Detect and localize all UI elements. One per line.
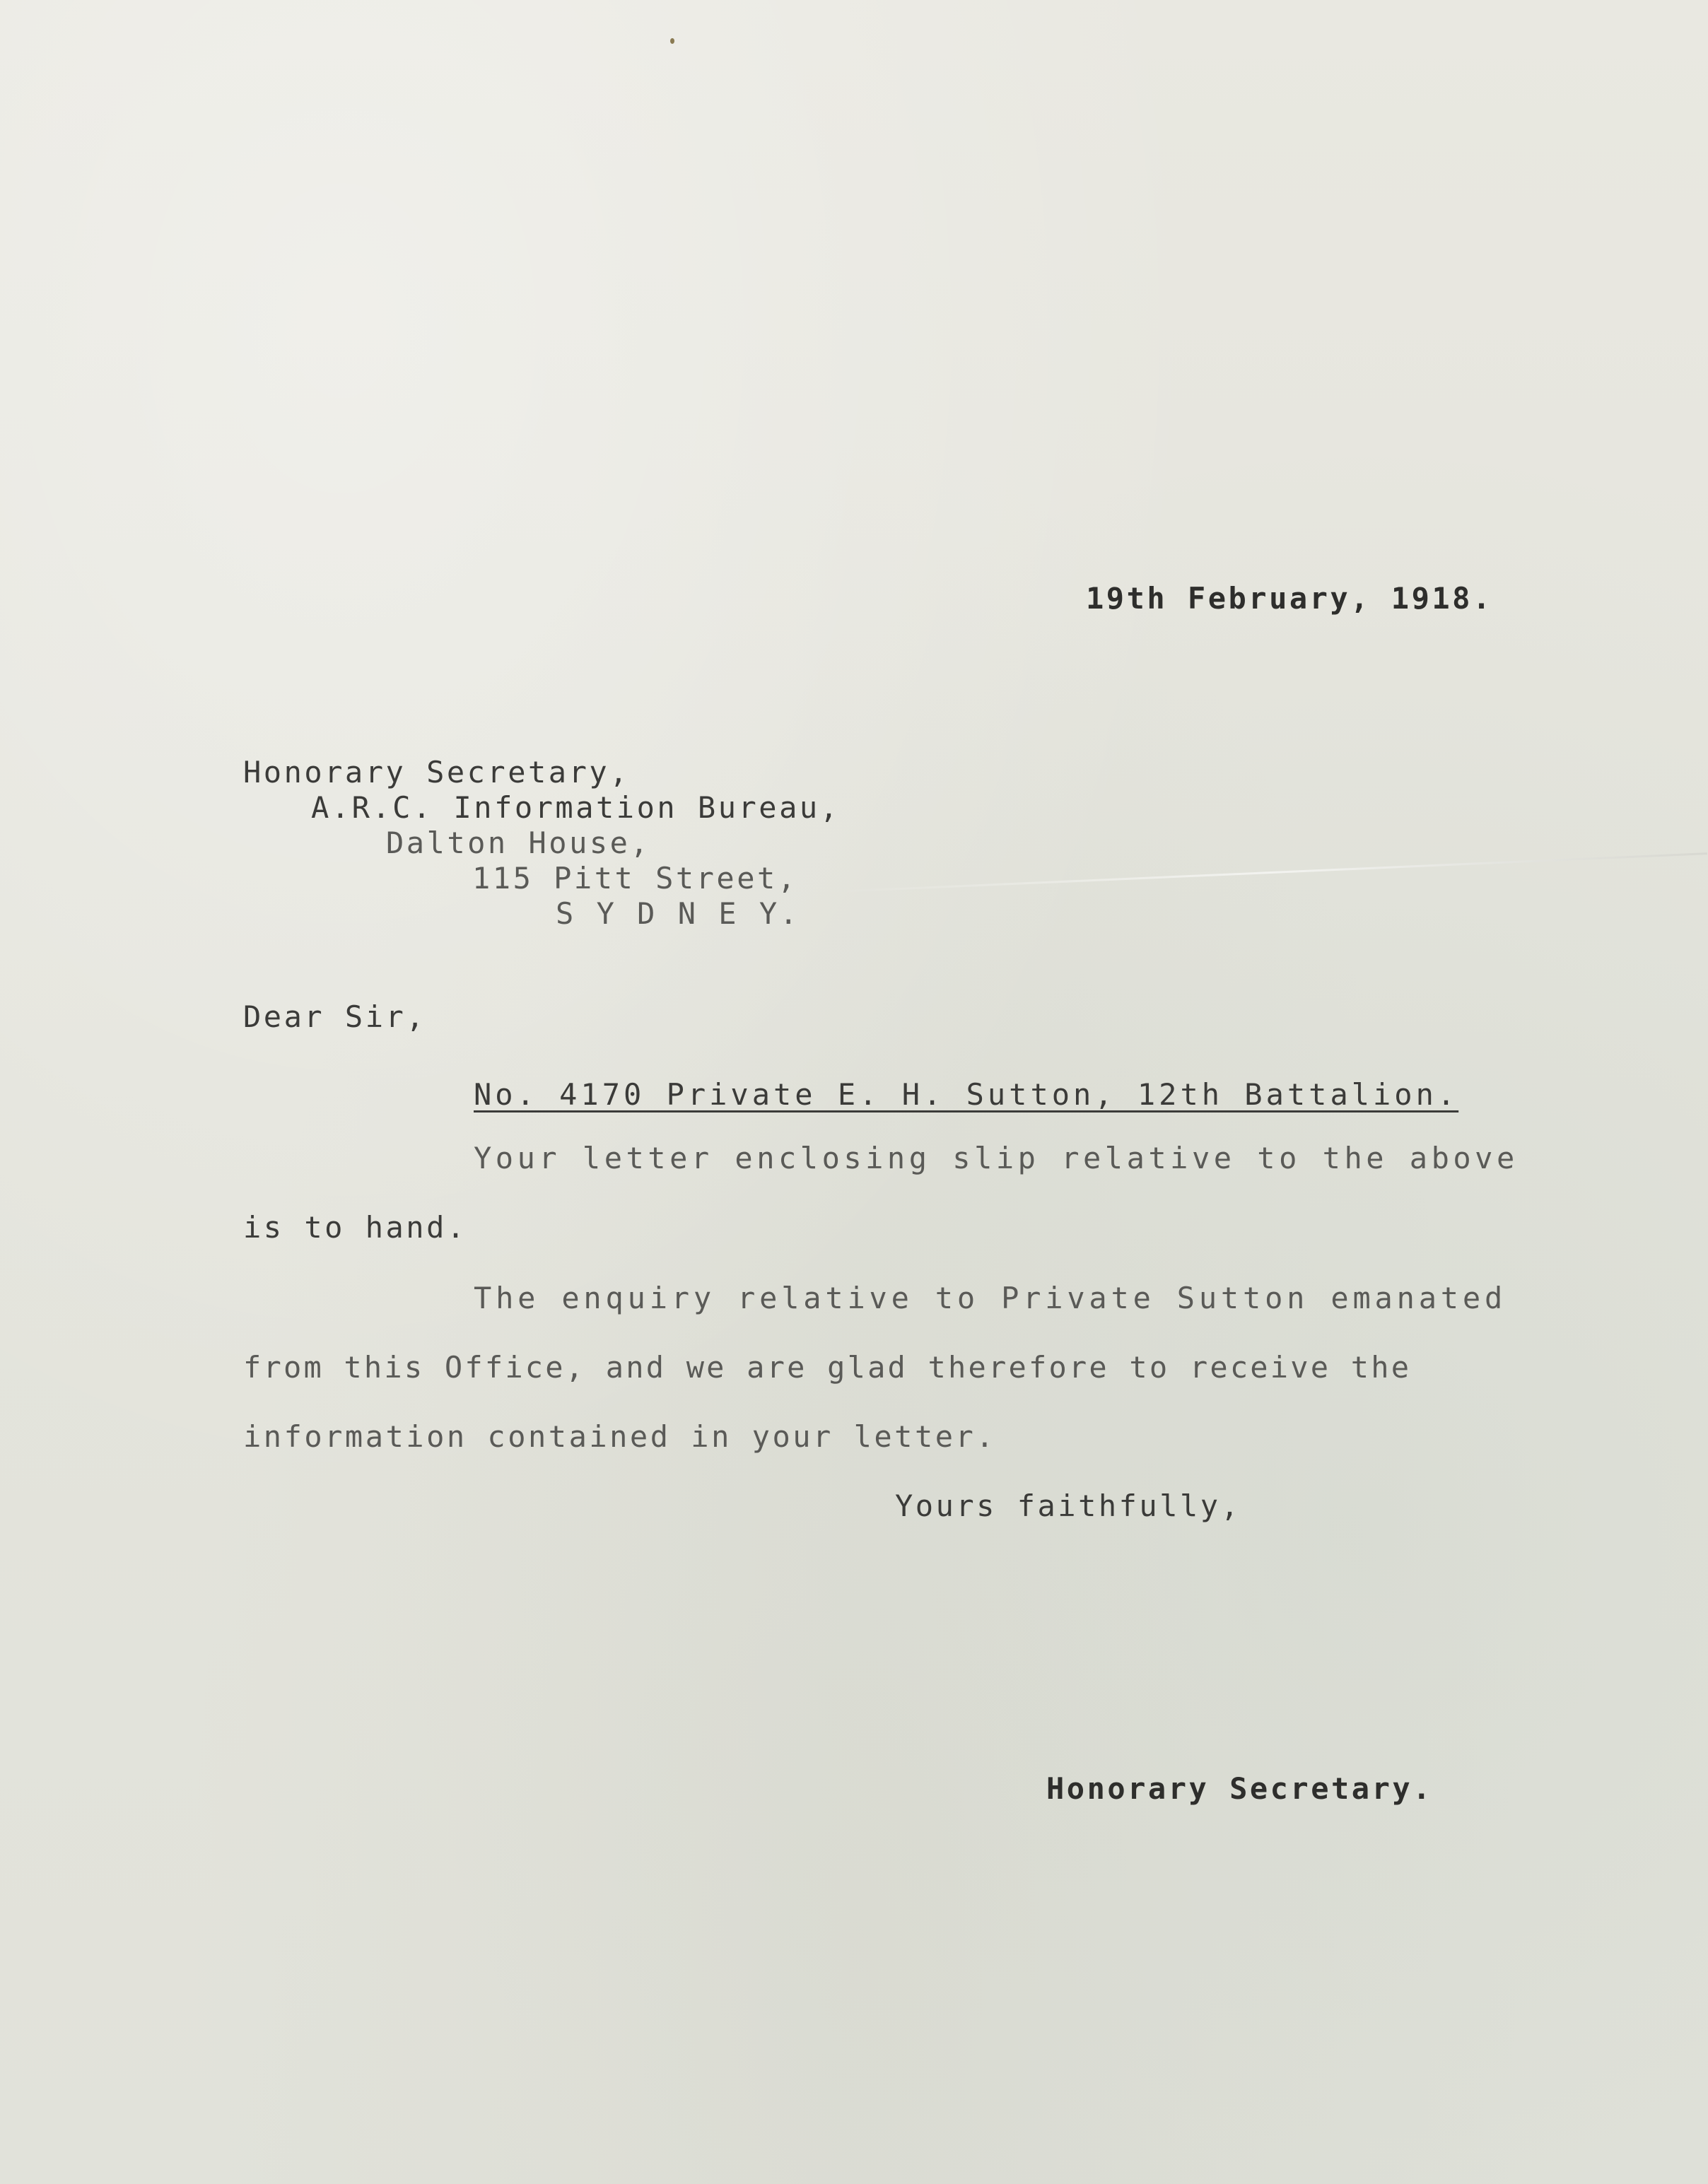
body-line-5: information contained in your letter.: [243, 1419, 997, 1454]
address-line-5: S Y D N E Y.: [556, 896, 800, 931]
paper-fold-crease: [834, 852, 1707, 893]
letter-date: 19th February, 1918.: [1086, 581, 1493, 616]
body-line-1: Your letter enclosing slip relative to the above: [474, 1141, 1519, 1175]
address-line-3: Dalton House,: [386, 826, 651, 860]
signature-title: Honorary Secretary.: [1046, 1771, 1433, 1806]
subject-line: No. 4170 Private E. H. Sutton, 12th Battalion.: [474, 1077, 1459, 1112]
address-line-4: 115 Pitt Street,: [472, 861, 798, 896]
paper-speck: [670, 38, 674, 44]
salutation: Dear Sir,: [243, 999, 427, 1034]
body-line-4: from this Office, and we are glad therefore to receive the: [243, 1350, 1412, 1385]
closing: Yours faithfully,: [895, 1489, 1241, 1523]
body-line-3: The enquiry relative to Private Sutton emanated: [474, 1281, 1507, 1315]
address-line-1: Honorary Secretary,: [243, 755, 630, 789]
body-line-2: is to hand.: [243, 1210, 467, 1245]
address-line-2: A.R.C. Information Bureau,: [311, 790, 841, 825]
